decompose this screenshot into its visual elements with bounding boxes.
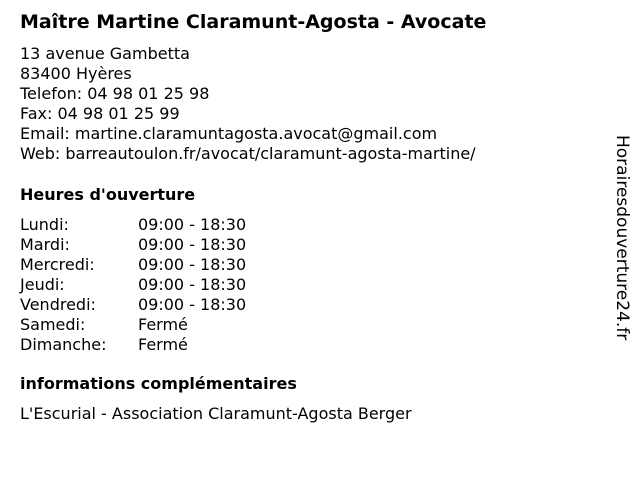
- day-label: Dimanche:: [20, 335, 107, 354]
- hours-row-lundi: [20, 215, 610, 235]
- day-label: Samedi:: [20, 315, 86, 334]
- time-value: 09:00 - 18:30: [138, 255, 247, 274]
- time-value: 09:00 - 18:30: [138, 275, 247, 294]
- time-value: Fermé: [138, 335, 188, 354]
- city-address: 83400 Hyères: [20, 64, 132, 83]
- hours-row-jeudi: [20, 275, 610, 295]
- phone-number: Telefon: 04 98 01 25 98: [20, 84, 210, 103]
- day-label: Jeudi:: [20, 275, 65, 294]
- hours-row-dimanche: [20, 335, 610, 355]
- business-title: Maître Martine Claramunt-Agosta - Avocate: [20, 11, 487, 33]
- time-value: Fermé: [138, 315, 188, 334]
- time-value: 09:00 - 18:30: [138, 235, 247, 254]
- time-value: 09:00 - 18:30: [138, 295, 247, 314]
- opening-hours-heading: Heures d'ouverture: [20, 185, 196, 204]
- contact-block: [20, 44, 610, 164]
- time-value: 09:00 - 18:30: [138, 215, 247, 234]
- street-address: 13 avenue Gambetta: [20, 44, 190, 63]
- hours-row-mardi: [20, 235, 610, 255]
- additional-info-text: L'Escurial - Association Claramunt-Agosta Berger: [20, 404, 412, 423]
- additional-info-heading: informations complémentaires: [20, 374, 297, 393]
- site-watermark: Horairesdouverture24.fr: [612, 135, 632, 341]
- day-label: Lundi:: [20, 215, 69, 234]
- hours-row-vendredi: [20, 295, 610, 315]
- email-address: Email: martine.claramuntagosta.avocat@gmail.com: [20, 124, 438, 143]
- hours-row-samedi: [20, 315, 610, 335]
- hours-row-mercredi: [20, 255, 610, 275]
- business-card: [20, 10, 610, 424]
- opening-hours-table: [20, 215, 610, 355]
- website-address: Web: barreautoulon.fr/avocat/claramunt-agosta-martine/: [20, 144, 476, 163]
- fax-number: Fax: 04 98 01 25 99: [20, 104, 180, 123]
- day-label: Mercredi:: [20, 255, 95, 274]
- day-label: Vendredi:: [20, 295, 96, 314]
- day-label: Mardi:: [20, 235, 70, 254]
